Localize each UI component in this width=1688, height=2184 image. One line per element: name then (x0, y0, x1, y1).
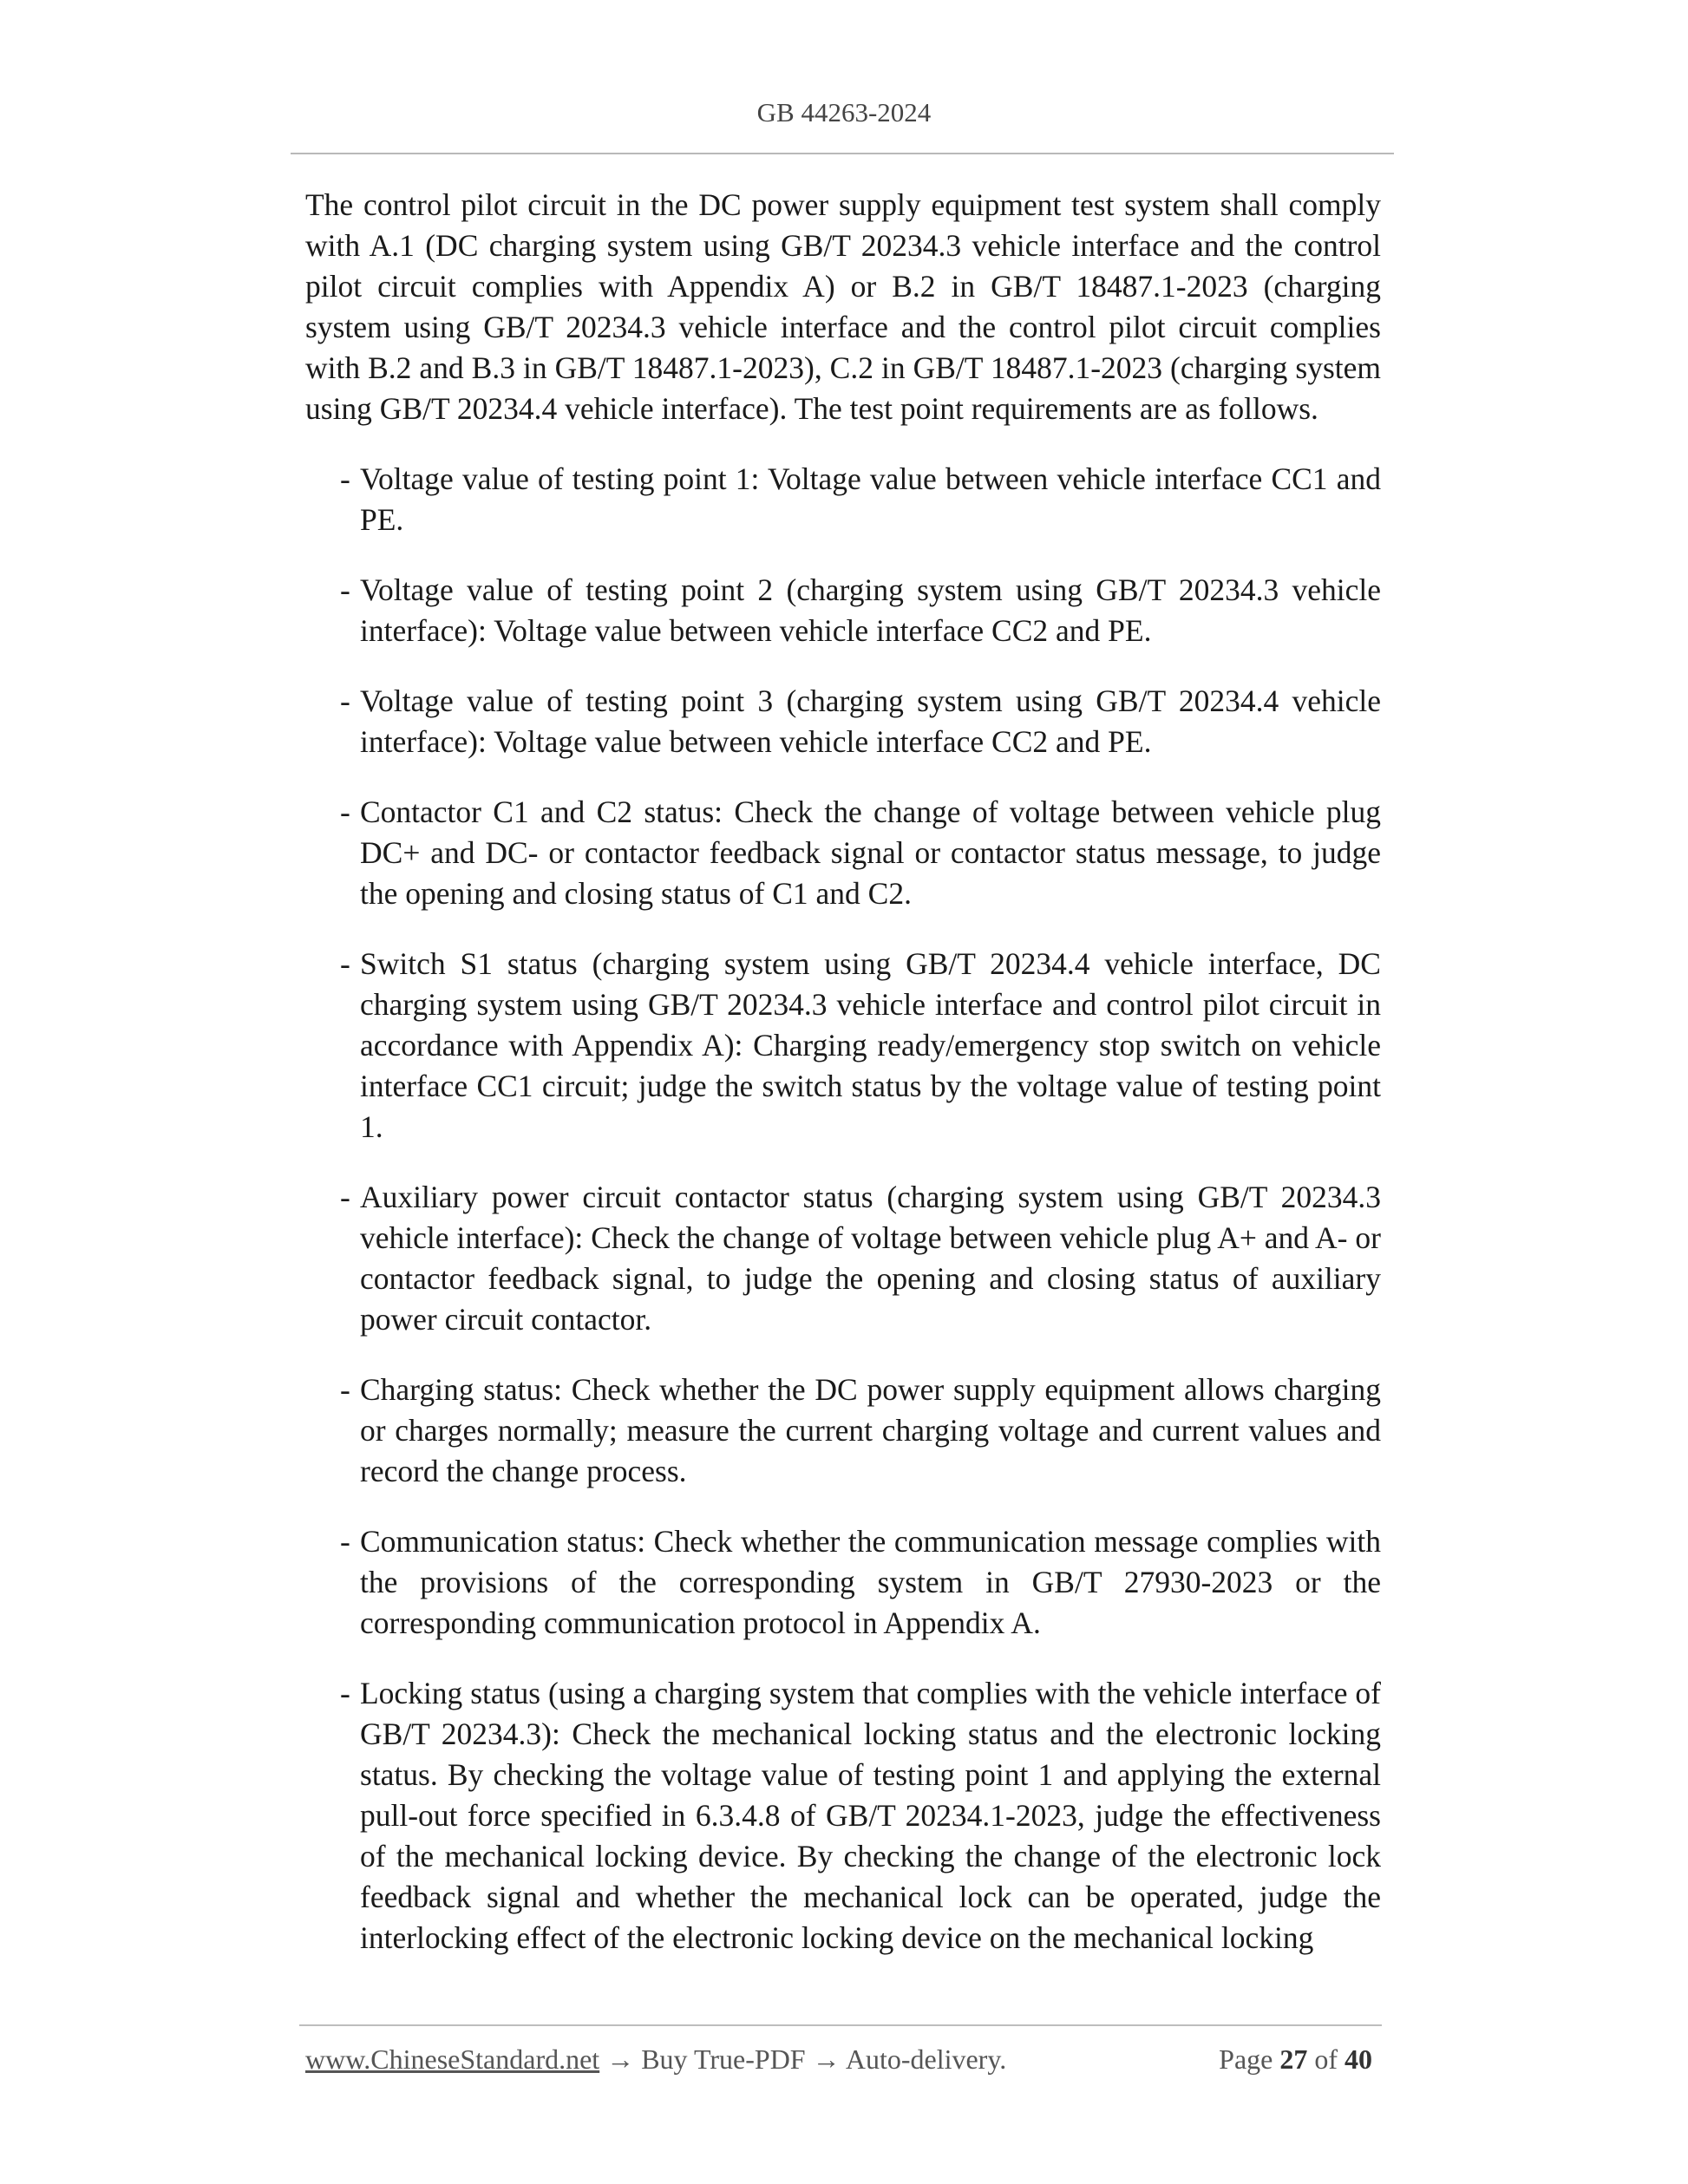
intro-paragraph: The control pilot circuit in the DC power supply equipment test system shall comply with A.1 (DC charging system using GB/T 20234.3 vehicle interface and the control pilot circuit complies with Appendix A) or B.2 in GB/T 18487.1-2023 (charging system using GB/T 20234.3 vehicle interface and the control pilot circuit complies with B.2 and B.3 in GB/T 18487.1-2023), C.2 in GB/T 18487.1-2023 (charging system using GB/T 20234.4 vehicle interface). The test point requirements are as follows. (305, 187, 1381, 426)
list-item (305, 459, 1381, 540)
website-link[interactable]: www.ChineseStandard.net (305, 2043, 600, 2075)
bullet-dash: - (340, 946, 350, 981)
bullet-dash: - (340, 794, 350, 829)
list-item-text: Voltage value of testing point 2 (charging system using GB/T 20234.3 vehicle interface): Voltage value between vehicle interface CC2 and PE. (360, 572, 1381, 648)
list-item (305, 681, 1381, 762)
footer-divider (299, 2024, 1382, 2026)
arrow-right-icon: → (812, 2043, 841, 2075)
bullet-dash: - (340, 683, 350, 718)
list-item-text: Auxiliary power circuit contactor status (charging system using GB/T 20234.3 vehicle interface): Check the change of voltage between vehicle plug A+ and A- or contactor feedback signal, to judge the opening and closing status of auxiliary power circuit contactor. (360, 1180, 1381, 1337)
list-item (305, 1521, 1381, 1644)
bullet-dash: - (340, 1676, 350, 1710)
buy-pdf-text: Buy True-PDF (641, 2043, 806, 2075)
page-label: Page (1219, 2043, 1273, 2075)
list-item (305, 944, 1381, 1148)
header-divider (291, 153, 1394, 154)
list-item-text: Contactor C1 and C2 status: Check the change of voltage between vehicle plug DC+ and DC- or contactor feedback signal or contactor status message, to judge the opening and closing status of C1 and C2. (360, 794, 1381, 911)
list-item-text: Communication status: Check whether the communication message complies with the provisions of the corresponding system in GB/T 27930-2023 or the corresponding communication protocol in Appendix A. (360, 1524, 1381, 1640)
page-total: 40 (1345, 2043, 1372, 2075)
auto-delivery-text: Auto-delivery. (845, 2043, 1007, 2075)
page-current: 27 (1279, 2043, 1308, 2075)
page-number (1219, 2043, 1372, 2076)
bullet-dash: - (340, 1524, 350, 1559)
list-item-text: Voltage value of testing point 3 (charging system using GB/T 20234.4 vehicle interface): Voltage value between vehicle interface CC2 and PE. (360, 683, 1381, 759)
bullet-dash: - (340, 461, 350, 496)
list-item-text: Switch S1 status (charging system using GB/T 20234.4 vehicle interface, DC charging system using GB/T 20234.3 vehicle interface and control pilot circuit in accordance with Appendix A): Charging ready/emergency stop switch on vehicle interface CC1 circuit; judge the switch status by the voltage value of testing point 1. (360, 946, 1381, 1144)
bullet-dash: - (340, 1372, 350, 1407)
page-of-label: of (1314, 2043, 1338, 2075)
list-item-text: Locking status (using a charging system that complies with the vehicle interface of GB/T 20234.3): Check the mechanical locking status and the electronic locking status. By checking the voltage value of testing point 1 and applying the external pull-out force specified in 6.3.4.8 of GB/T 20234.1-2023, judge the effectiveness of the mechanical locking device. By checking the change of the electronic lock feedback signal and whether the mechanical lock can be operated, judge the interlocking effect of the electronic locking device on the mechanical locking (360, 1676, 1381, 1955)
page-header-title: GB 44263-2024 (756, 97, 932, 128)
bullet-dash: - (340, 1180, 350, 1214)
test-point-list (305, 459, 1381, 1958)
page-footer (305, 2043, 1381, 2082)
list-item-text: Voltage value of testing point 1: Voltage value between vehicle interface CC1 and PE. (360, 461, 1381, 537)
footer-promo (305, 2043, 1006, 2076)
list-item-text: Charging status: Check whether the DC power supply equipment allows charging or charges normally; measure the current charging voltage and current values and record the change process. (360, 1372, 1381, 1488)
arrow-right-icon: → (606, 2043, 635, 2075)
bullet-dash: - (340, 572, 350, 607)
document-body (305, 185, 1381, 1988)
list-item (305, 1370, 1381, 1492)
list-item (305, 792, 1381, 914)
list-item (305, 1177, 1381, 1340)
list-item (305, 1673, 1381, 1958)
list-item (305, 570, 1381, 651)
